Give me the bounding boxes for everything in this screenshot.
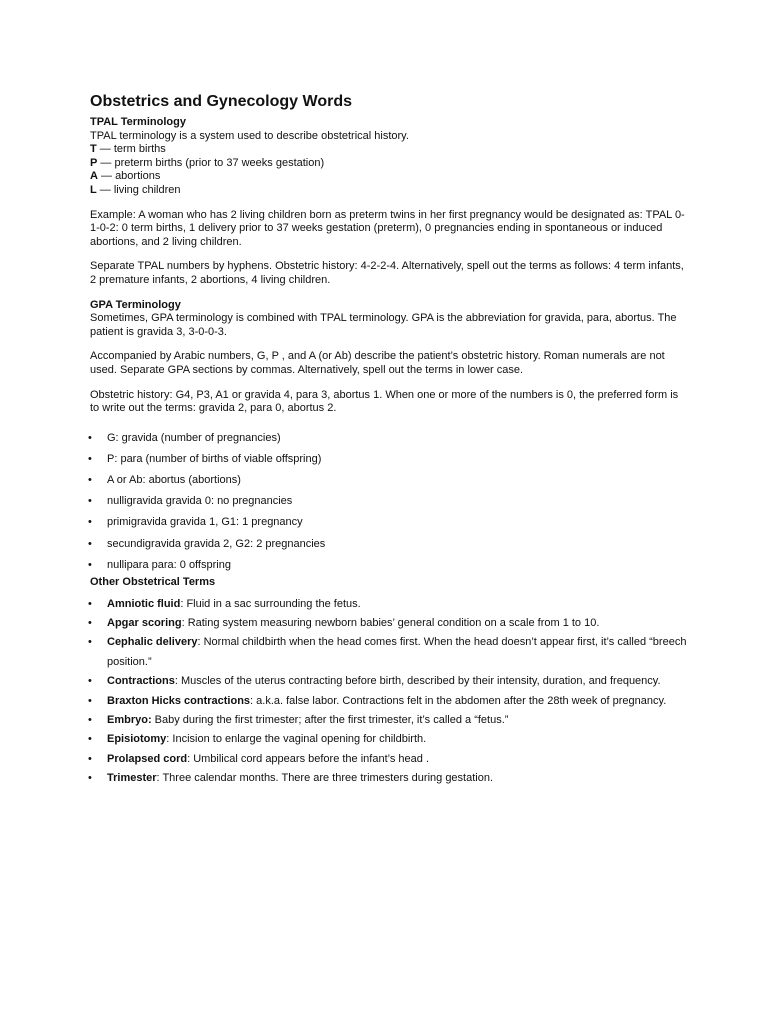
bullet-icon: • <box>88 636 92 649</box>
other-terms-heading: Other Obstetrical Terms <box>90 576 216 588</box>
tpal-term-l: L — living children <box>90 183 181 196</box>
gpa-bullet-list <box>90 432 690 580</box>
document-title: Obstetrics and Gynecology Words <box>90 93 352 110</box>
list-item: • Cephalic delivery: Normal childbirth when the head comes first. When the head doesn’t appear first, it’s called “breech position.” <box>90 633 690 672</box>
tpal-separate: Separate TPAL numbers by hyphens. Obstetric history: 4-2-2-4. Alternatively, spell out the terms as follows: 4 term infants, 2 premature infants, 2 abortions, 4 living children. <box>90 260 684 286</box>
bullet-icon: • <box>88 431 92 444</box>
list-item: • Braxton Hicks contractions: a.k.a. false labor. Contractions felt in the abdomen after the 28th week of pregnancy. <box>90 692 690 711</box>
gpa-history: Obstetric history: G4, P3, A1 or gravida 4, para 3, abortus 1. When one or more of the numbers is 0, the preferred form is to write out the terms: gravida 2, para 0, abortus 2. <box>90 388 679 415</box>
list-item: • Prolapsed cord: Umbilical cord appears before the infant’s head . <box>90 750 690 769</box>
list-item: • nullipara para: 0 offspring <box>88 558 231 571</box>
bullet-icon: • <box>88 597 92 610</box>
gpa-intro: Sometimes, GPA terminology is combined with TPAL terminology. GPA is the abbreviation for gravida, para, abortus. The patient is gravida 3, 3-0-0-3. <box>90 312 677 338</box>
bullet-icon: • <box>88 617 92 629</box>
list-item: • nulligravida gravida 0: no pregnancies <box>88 495 293 508</box>
bullet-icon: • <box>88 733 92 746</box>
bullet-icon: • <box>88 675 92 688</box>
list-item: • Trimester: Three calendar months. There are three trimesters during gestation. <box>90 769 690 788</box>
list-item: • Contractions: Muscles of the uterus contracting before birth, described by their intensity, duration, and frequency. <box>90 672 690 691</box>
list-item: • P: para (number of births of viable offspring) <box>88 452 322 465</box>
list-item: • A or Ab: abortus (abortions) <box>88 474 241 487</box>
bullet-icon: • <box>88 694 92 707</box>
list-item: • Episiotomy: Incision to enlarge the vaginal opening for childbirth. <box>90 730 690 749</box>
list-item: • Amniotic fluid: Fluid in a sac surrounding the fetus. <box>90 595 690 614</box>
other-terms-list <box>90 595 690 789</box>
bullet-icon: • <box>88 752 92 765</box>
tpal-term-list <box>90 143 690 197</box>
gpa-heading: GPA Terminology <box>90 298 181 311</box>
document-page <box>90 92 690 789</box>
tpal-heading: TPAL Terminology <box>90 116 186 128</box>
bullet-icon: • <box>88 537 92 550</box>
list-item: • secundigravida gravida 2, G2: 2 pregnancies <box>88 537 326 550</box>
tpal-intro: TPAL terminology is a system used to describe obstetrical history. <box>90 129 409 142</box>
bullet-icon: • <box>88 452 92 465</box>
bullet-icon: • <box>88 772 92 785</box>
list-item: • Embryo: Baby during the first trimester; after the first trimester, it’s called a “fetus.” <box>90 711 690 730</box>
bullet-icon: • <box>88 474 92 487</box>
bullet-icon: • <box>88 714 92 727</box>
tpal-term-a: A — abortions <box>90 170 161 183</box>
gpa-accompanied: Accompanied by Arabic numbers, G, P , and A (or Ab) describe the patient’s obstetric history. Roman numerals are not used. Separate GPA sections by commas. Alternatively, spell out the terms in lower case. <box>90 350 665 376</box>
tpal-term-p: P — preterm births (prior to 37 weeks gestation) <box>90 156 325 169</box>
tpal-example: Example: A woman who has 2 living children born as preterm twins in her first pregnancy would be designated as: TPAL 0-1-0-2: 0 term births, 1 delivery prior to 37 weeks gestation (preterm), 0 pregnancies ending in spontaneous or induced abortions, and 2 living children. <box>90 208 685 248</box>
bullet-icon: • <box>88 558 92 571</box>
list-item: • G: gravida (number of pregnancies) <box>88 431 281 444</box>
bullet-icon: • <box>88 516 92 529</box>
list-item: • Apgar scoring: Rating system measuring newborn babies’ general condition on a scale from 1 to 10. <box>90 614 690 633</box>
tpal-term-t: T — term births <box>90 143 166 156</box>
list-item: • primigravida gravida 1, G1: 1 pregnancy <box>88 516 303 529</box>
bullet-icon: • <box>88 495 92 508</box>
